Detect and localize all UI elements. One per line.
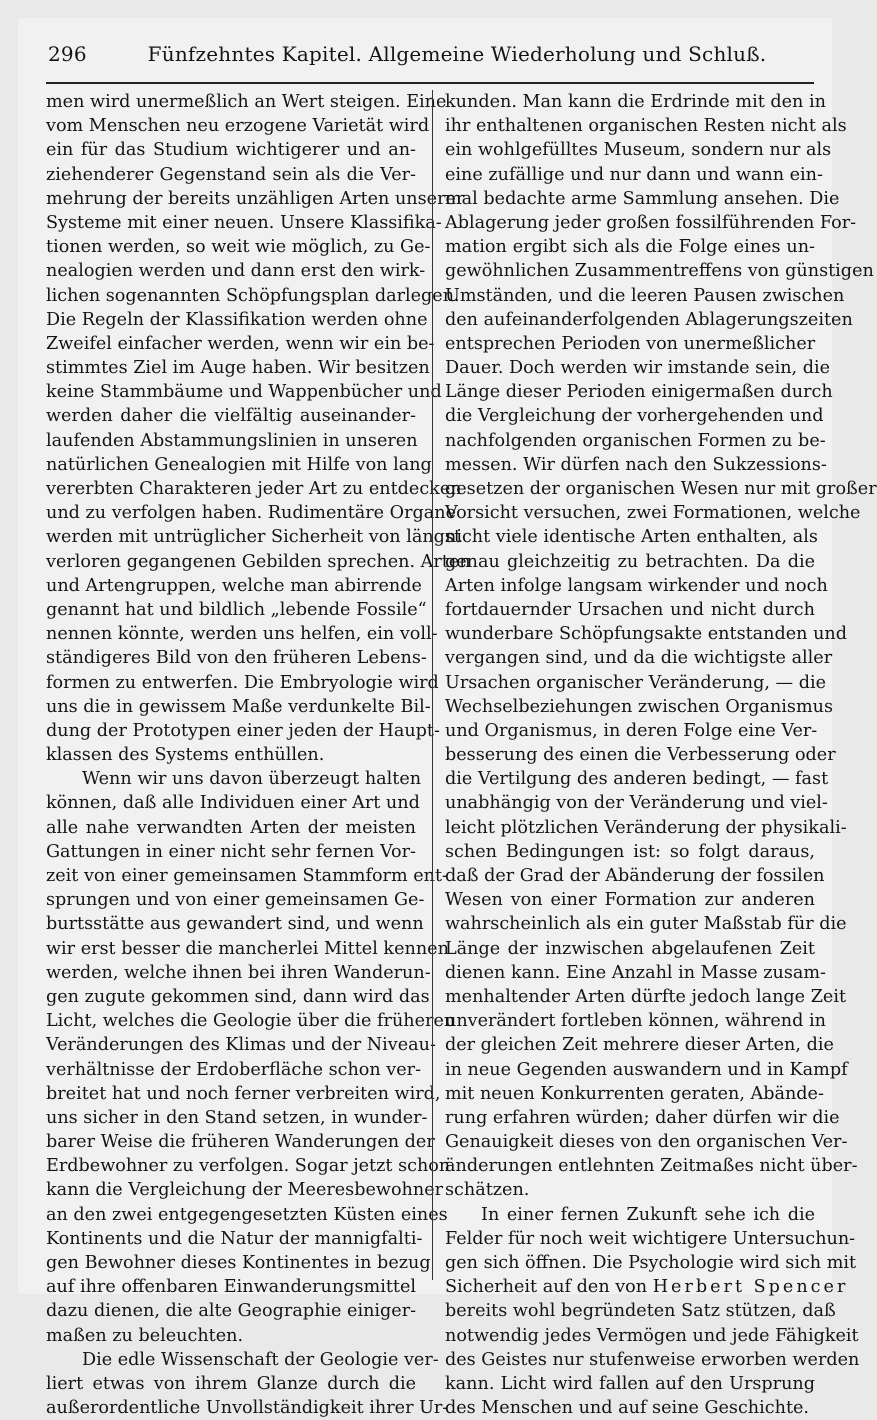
text-line: Ursachen organischer Veränderung, — die [445,672,827,693]
text-line: Erdbewohner zu verfolgen. Sogar jetzt schon [46,1156,451,1177]
text-line: entsprechen Perioden von unermeßlicher [445,333,816,354]
left-column [46,90,471,1420]
text-line: gen Bewohner dieses Kontinentes in bezug [46,1253,431,1273]
text-line: werden, welche ihnen bei ihren Wanderun- [46,962,431,983]
text-line: änderungen entlehnten Zeitmaßes nicht über- [445,1156,858,1177]
text-line: Vorsicht versuchen, zwei Formationen, welche [445,503,861,524]
text-line: des Geistes nur stufenweise erworben werden [445,1349,860,1370]
text-line: bereits wohl begründeten Satz stützen, daß [445,1301,836,1322]
text-line: Wesen von einer Formation zur anderen [445,890,815,911]
text-line: Länge dieser Perioden einigermaßen durch [445,382,833,403]
text-line: gen sich öffnen. Die Psychologie wird sich mit [445,1253,857,1273]
text-line: laufenden Abstammungslinien in unseren [46,430,418,451]
text-line: gen zugute gekommen sind, dann wird das [46,986,430,1007]
text-line: eine zufällige und nur dann und wann ein- [445,164,823,185]
text-line: nachfolgenden organischen Formen zu be- [445,430,826,451]
text-line: wir erst besser die mancherlei Mittel kennen [46,938,449,959]
text-line: schen Bedingungen ist: so folgt daraus, [445,841,815,862]
text-line: mehrung der bereits unzähligen Arten unserer [46,188,465,209]
text-line: besserung des einen die Verbesserung oder [445,745,836,766]
text-line: leicht plötzlichen Veränderung der physikali- [445,817,847,838]
text-line: wahrscheinlich als ein guter Maßstab für die [445,914,847,935]
text-line: daß der Grad der Abänderung der fossilen [445,866,825,886]
text-line: stimmtes Ziel im Auge haben. Wir besitzen [46,358,430,379]
text-line: und zu verfolgen haben. Rudimentäre Organe [46,503,457,524]
text-line: können, daß alle Individuen einer Art und [46,793,420,814]
text-line: Umständen, und die leeren Pausen zwischen [445,285,845,306]
text-line: wunderbare Schöpfungsakte entstanden und [445,624,848,645]
text-line: breitet hat und noch ferner verbreiten wird, [46,1083,441,1104]
text-line: zeit von einer gemeinsamen Stammform ent- [46,866,449,886]
text-line: außerordentliche Unvollständigkeit ihrer Ur- [46,1398,449,1419]
text-line: Genauigkeit dieses von den organischen Ver- [445,1132,848,1153]
text-line: fortdauernder Ursachen und nicht durch [445,599,815,620]
text-line: gewöhnlichen Zusammentreffens von günstigen [445,261,874,282]
text-line: schätzen. [445,1180,530,1201]
text-line: Veränderungen des Klimas und der Niveau- [46,1035,436,1056]
text-line: dienen kann. Eine Anzahl in Masse zusam- [445,962,826,983]
text-line: genannt hat und bildlich „lebende Fossile“ [46,599,427,620]
text-line: notwendig jedes Vermögen und jede Fähigkeit [445,1325,859,1346]
text-line: Die edle Wissenschaft der Geologie ver- [82,1349,439,1370]
text-line: dazu dienen, die alte Geographie einiger- [46,1301,417,1322]
text-line: Dauer. Doch werden wir imstande sein, die [445,358,831,379]
text-line: ihr enthaltenen organischen Resten nicht als [445,116,847,137]
text-line: mit neuen Konkurrenten geraten, Abände- [445,1083,824,1104]
text-line: Die Regeln der Klassifikation werden ohne [46,309,428,330]
text-line: des Menschen und auf seine Geschichte. [445,1398,810,1419]
text-line: gesetzen der organischen Wesen nur mit großer [445,479,877,499]
text-line: vom Menschen neu erzogene Varietät wird [46,116,430,137]
text-line: klassen des Systems enthüllen. [46,745,325,766]
text-line: genau gleichzeitig zu betrachten. Da die [445,551,815,572]
text-line: tionen werden, so weit wie möglich, zu Ge- [46,237,431,258]
text-line: natürlichen Genealogien mit Hilfe von lang [46,454,432,475]
spaced-name: Herbert Spencer [652,1277,849,1298]
page-number: 296 [48,42,87,66]
text-line: liert etwas von ihrem Glanze durch die [46,1373,416,1394]
text-line: maßen zu beleuchten. [46,1325,244,1346]
text-line: ein wohlgefülltes Museum, sondern nur als [445,140,832,161]
text-line: unabhängig von der Veränderung und viel- [445,793,828,814]
book-page [18,18,877,1419]
text-line: unverändert fortleben können, während in [445,1011,826,1032]
text-line: Ablagerung jeder großen fossilführenden For- [445,212,857,233]
text-line: Sicherheit auf den von Herbert Spencer [445,1277,849,1298]
text-line: dung der Prototypen einer jeden der Haupt- [46,720,440,741]
text-line: Wechselbeziehungen zwischen Organismus [445,696,834,717]
text-line: der gleichen Zeit mehrere dieser Arten, die [445,1035,834,1056]
text-line: men wird unermeßlich an Wert steigen. Eine [46,92,447,112]
page-header [48,42,812,72]
header-rule [46,82,814,84]
text-line: menhaltender Arten dürfte jedoch lange Zeit [445,986,847,1007]
text-line: nicht viele identische Arten enthalten, als [445,527,818,548]
text-line: Gattungen in einer nicht sehr fernen Vor- [46,841,416,862]
text-line: Kontinents und die Natur der mannigfalti- [46,1228,423,1249]
text-line: an den zwei entgegengesetzten Küsten eines [46,1204,448,1225]
text-line: formen zu entwerfen. Die Embryologie wird [46,672,439,693]
text-line: mation ergibt sich als die Folge eines un- [445,237,815,258]
text-line: Systeme mit einer neuen. Unsere Klassifika- [46,212,442,233]
text-line: Wenn wir uns davon überzeugt halten [82,769,422,790]
text-line: vergangen sind, und da die wichtigste aller [445,648,833,669]
text-line: burtsstätte aus gewandert sind, und wenn [46,914,424,935]
text-line: kunden. Man kann die Erdrinde mit den in [445,92,826,112]
text-line: nealogien werden und dann erst den wirk- [46,261,426,282]
text-line: ziehenderer Gegenstand sein als die Ver- [46,164,416,185]
text-line: In einer fernen Zukunft sehe ich die [481,1204,815,1225]
text-line: uns sicher in den Stand setzen, in wunder- [46,1107,428,1128]
text-line: barer Weise die früheren Wanderungen der [46,1132,435,1153]
text-line: und Organismus, in deren Folge eine Ver- [445,720,818,741]
text-line: Felder für noch weit wichtigere Untersuchun- [445,1228,856,1249]
text-line: den aufeinanderfolgenden Ablagerungszeiten [445,309,853,330]
text-line: die Vergleichung der vorhergehenden und [445,406,824,427]
text-line: werden daher die vielfältig auseinander- [46,406,416,427]
text-line: verhältnisse der Erdoberfläche schon ver- [46,1059,422,1080]
text-line: mal bedachte arme Sammlung ansehen. Die [445,188,840,209]
text-line: lichen sogenannten Schöpfungsplan darlegen. [46,285,460,306]
text-line: Arten infolge langsam wirkender und noch [445,575,828,596]
text-line: die Vertilgung des anderen bedingt, — fast [445,769,829,790]
text-line: sprungen und von einer gemeinsamen Ge- [46,890,425,911]
text-line: uns die in gewissem Maße verdunkelte Bil- [46,696,431,717]
text-line: kann die Vergleichung der Meeresbewohner [46,1180,444,1201]
running-head: Fünfzehntes Kapitel. Allgemeine Wiederholung und Schluß. [147,42,767,66]
text-line: vererbten Charakteren jeder Art zu entdecken [46,479,462,499]
text-line: rung erfahren würden; daher dürfen wir die [445,1107,840,1128]
text-line: Länge der inzwischen abgelaufenen Zeit [445,938,815,959]
text-line: nennen könnte, werden uns helfen, ein voll- [46,624,438,645]
text-line: in neue Gegenden auswandern und in Kampf [445,1059,848,1080]
text-line: messen. Wir dürfen nach den Sukzessions- [445,454,827,475]
column-divider [432,90,433,1280]
text-line: kann. Licht wird fallen auf den Ursprung [445,1373,815,1394]
text-line: werden mit untrüglicher Sicherheit von längst [46,527,462,548]
text-line: auf ihre offenbaren Einwanderungsmittel [46,1277,416,1298]
right-column [445,90,877,1420]
text-line: ein für das Studium wichtigerer und an- [46,140,416,161]
text-line: Zweifel einfacher werden, wenn wir ein be- [46,333,435,354]
text-line: keine Stammbäume und Wappenbücher und [46,382,442,403]
text-line: alle nahe verwandten Arten der meisten [46,817,416,838]
text-line: Licht, welches die Geologie über die früheren [46,1011,456,1032]
text-line: verloren gegangenen Gebilden sprechen. Arten [46,551,471,572]
text-line: ständigeres Bild von den früheren Lebens- [46,648,427,669]
text-line: und Artengruppen, welche man abirrende [46,575,422,596]
